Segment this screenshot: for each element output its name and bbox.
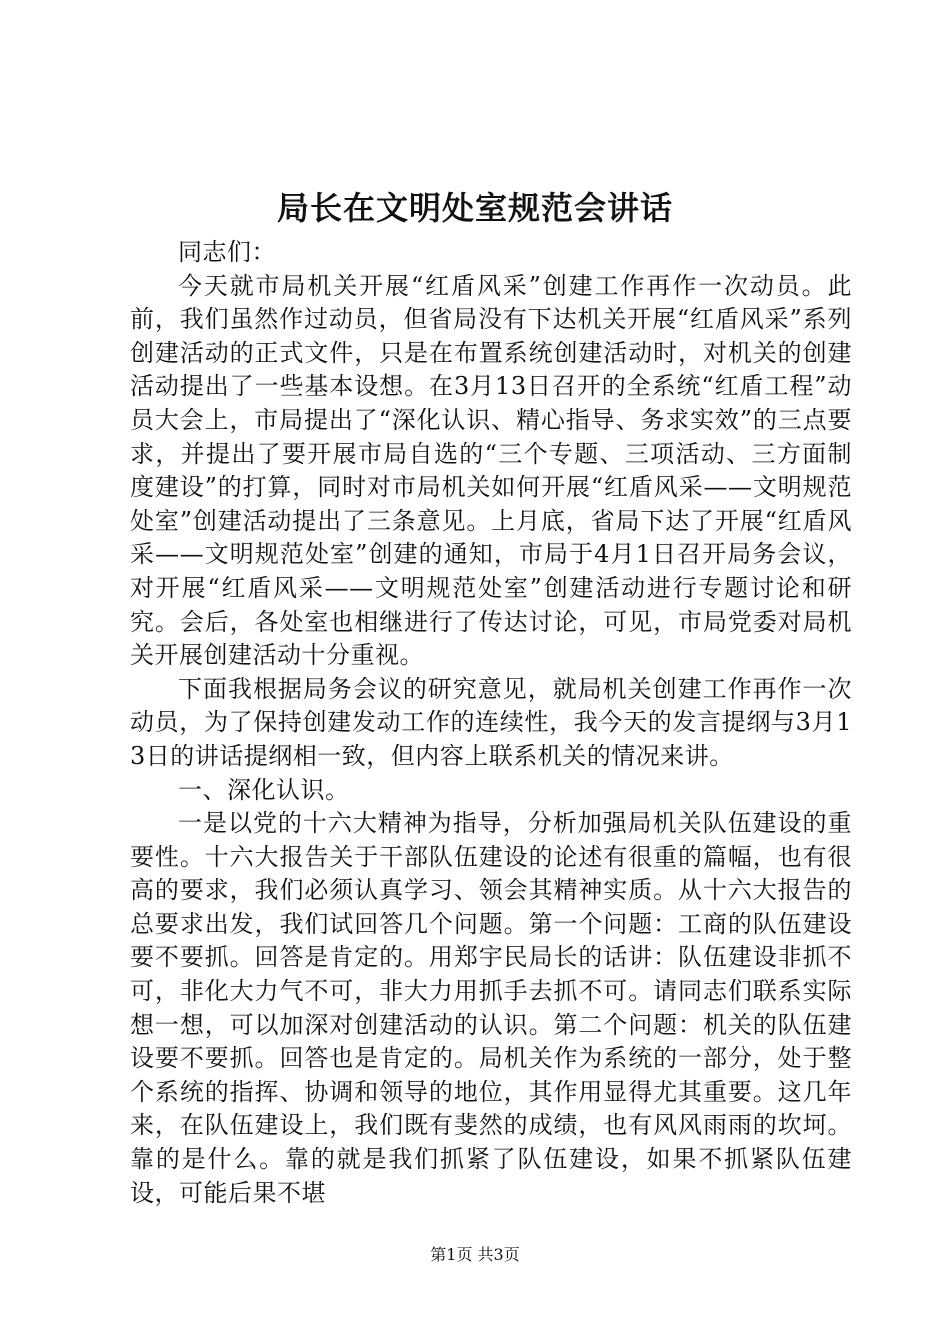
salutation-paragraph: 同志们： [178,238,276,266]
document-body [130,236,852,1210]
section-heading: 一、深化认识。 [178,775,350,804]
body-paragraph: 今天就市局机关开展“红盾风采”创建工作再作一次动员。此前，我们虽然作过动员，但省局没有下达机关开展“红盾风采”系列创建活动的正式文件，只是在布置系统创建活动时，对机关的创建活动提出了一些基本设想。在3月13日召开的全系统“红盾工程”动员大会上，市局提出了“深化认识、精心指导、务求实效”的三点要求，并提出了要开展市局自选的“三个专题、三项活动、三方面制度建设”的打算，同时对市局机关如何开展“红盾风采——文明规范处室”创建活动提出了三条意见。上月底，省局下达了开展“红盾风采——文明规范处室”创建的通知，市局于4月1日召开局务会议，对开展“红盾风采——文明规范处室”创建活动进行专题讨论和研究。会后，各处室也相继进行了传达讨论，可见，市局党委对局机关开展创建活动十分重视。 [130,271,852,670]
body-paragraph: 下面我根据局务会议的研究意见，就局机关创建工作再作一次动员，为了保持创建发动工作的连续性，我今天的发言提纲与3月13日的讲话提纲相一致，但内容上联系机关的情况来讲。 [130,674,852,770]
document-title: 局长在文明处室规范会讲话 [276,189,673,227]
page-footer: 第1页 共3页 [430,1245,520,1264]
body-paragraph: 一是以党的十六大精神为指导，分析加强局机关队伍建设的重要性。十六大报告关于干部队伍建设的论述有很重的篇幅，也有很高的要求，我们必须认真学习、领会其精神实质。从十六大报告的总要求出发，我们试回答几个问题。第一个问题：工商的队伍建设要不要抓。回答是肯定的。用郑宇民局长的话讲：队伍建设非抓不可，非化大力气不可，非大力用抓手去抓不可。请同志们联系实际想一想，可以加深对创建活动的认识。第二个问题：机关的队伍建设要不要抓。回答也是肯定的。局机关作为系统的一部分，处于整个系统的指挥、协调和领导的地位，其作用显得尤其重要。这几年来，在队伍建设上，我们既有斐然的成绩，也有风风雨雨的坎坷。靠的是什么。靠的就是我们抓紧了队伍建设，如果不抓紧队伍建设，可能后果不堪 [130,809,852,1207]
